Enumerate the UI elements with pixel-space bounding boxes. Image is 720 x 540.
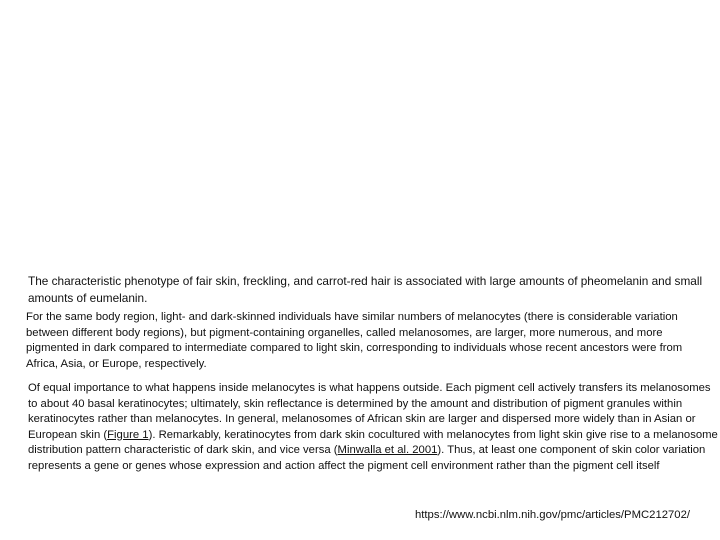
source-url: https://www.ncbi.nlm.nih.gov/pmc/articles/PMC212702/	[414, 509, 690, 521]
paragraph-melanocytes: For the same body region, light- and dark-skinned individuals have similar numbers of melanocytes (there is considerable variation between different body regions), but pigment-containing organelles, called melanosomes, are larger, more numerous, and more pigmented in dark compared to intermediate compared to light skin, corresponding to individuals whose recent ancestors were from Africa, Asia, or Europe, respectively.	[26, 311, 683, 370]
paragraph-pheomelanin: The characteristic phenotype of fair skin, freckling, and carrot-red hair is associated with large amounts of pheomelanin and small amounts of eumelanin.	[28, 274, 703, 305]
paragraph-text-part: ). Remarkably, keratinocytes from dark skin cocultured with melanocytes from light skin give rise to a melanosome distribution pattern characteristic of dark skin, and vice versa (	[28, 428, 718, 456]
minwalla-citation-link[interactable]: Minwalla et al. 2001	[337, 444, 438, 456]
paragraph-text-part: ). Thus, at least one component of skin color variation represents a gene or genes whose expression and action affect the pigment cell environment rather than the pigment cell itself	[28, 444, 706, 472]
paragraph-keratinocytes	[28, 381, 718, 474]
paragraph-text-part: Of equal importance to what happens inside melanocytes is what happens outside. Each pigment cell actively transfers its melanosomes to about 40 basal keratinocytes; ultimately, skin reflectance is determined by the amount and distribution of pigment granules within keratinocytes rather than melanocytes. In general, melanosomes of African skin are larger and dispersed more widely than in Asian or European skin (	[28, 382, 711, 441]
figure-1-link[interactable]: Figure 1	[107, 428, 149, 441]
